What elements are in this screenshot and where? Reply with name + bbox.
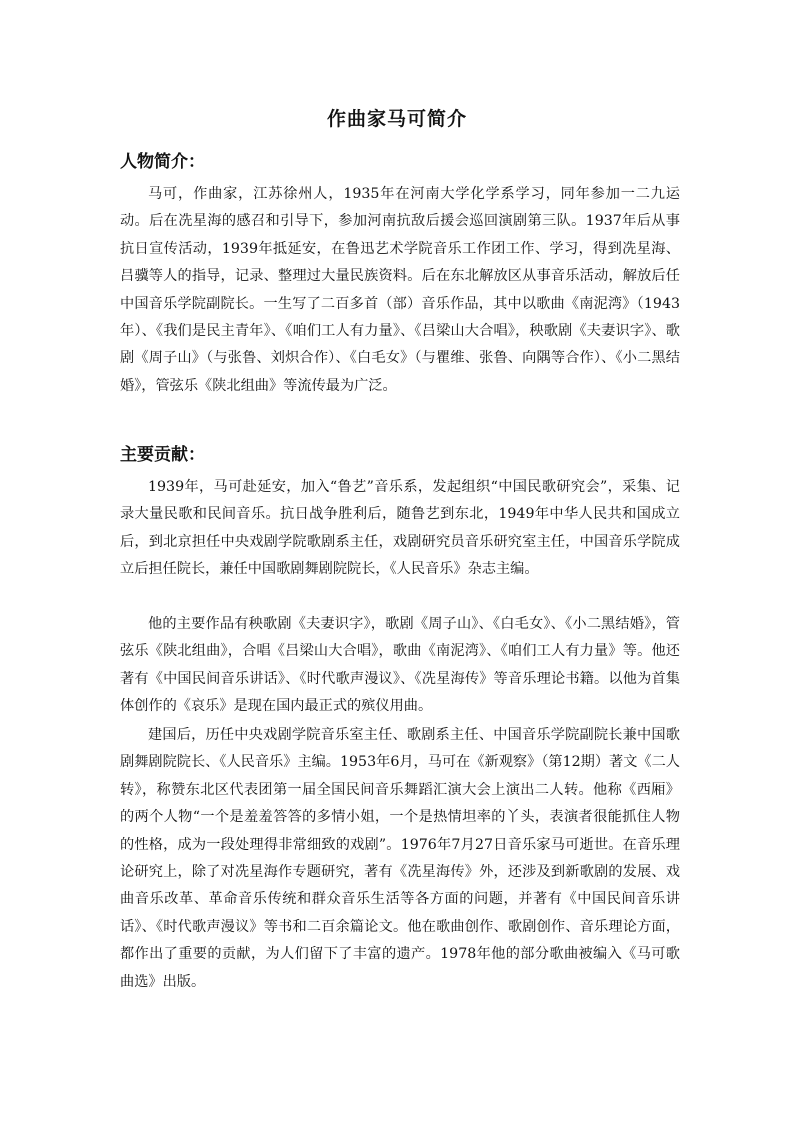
section-heading-contributions: 主要贡献： bbox=[120, 445, 205, 465]
section-heading-profile: 人物简介： bbox=[120, 152, 205, 172]
contributions-paragraph-3: 建国后，历任中央戏剧学院音乐室主任、歌剧系主任、中国音乐学院副院长兼中国歌剧舞剧院院长、《人民音乐》主编。1953年6月，马可在《新观察》（第12期）著文《二人转》，称赞东北区代表团第一届全国民间音乐舞蹈汇演大会上演出二人转。他称《西厢》的两个人物“一个是羞羞答答的多情小姐，一个是热情坦率的丫头，表演者很能抓住人物的性格，成为一段处理得非常细致的戏剧”。1976年7月27日音乐家马可逝世。在音乐理论研究上，除了对冼星海作专题研究，著有《冼星海传》外，还涉及到新歌剧的发展、戏曲音乐改革、革命音乐传统和群众音乐生活等各方面的问题，并著有《中国民间音乐讲话》、《时代歌声漫议》等书和二百余篇论文。他在歌曲创作、歌剧创作、音乐理论方面，都作出了重要的贡献，为人们留下了丰富的遗产。1978年他的部分歌曲被编入《马可歌曲选》出版。 bbox=[120, 727, 680, 990]
document-title: 作曲家马可简介 bbox=[326, 108, 467, 130]
contributions-paragraph-2: 他的主要作品有秧歌剧《夫妻识字》，歌剧《周子山》、《白毛女》、《小二黑结婚》，管弦乐《陕北组曲》，合唱《吕梁山大合唱》，歌曲《南泥湾》、《咱们工人有力量》等。他还著有《中国民间音乐讲话》、《时代歌声漫议》、《冼星海传》等音乐理论书籍。以他为首集体创作的《哀乐》是现在国内最正式的殡仪用曲。 bbox=[120, 616, 680, 715]
profile-paragraph: 马可，作曲家，江苏徐州人，1935年在河南大学化学系学习，同年参加一二九运动。后在冼星海的感召和引导下，参加河南抗敌后援会巡回演剧第三队。1937年后从事抗日宣传活动，1939年抵延安，在鲁迅艺术学院音乐工作团工作、学习，得到冼星海、吕骥等人的指导，记录、整理过大量民族资料。后在东北解放区从事音乐活动，解放后任中国音乐学院副院长。一生写了二百多首（部）音乐作品，其中以歌曲《南泥湾》（1943年）、《我们是民主青年》、《咱们工人有力量》、《吕梁山大合唱》，秧歌剧《夫妻识字》、歌剧《周子山》（与张鲁、刘炽合作）、《白毛女》（与瞿维、张鲁、向隅等合作）、《小二黑结婚》，管弦乐《陕北组曲》等流传最为广泛。 bbox=[120, 186, 680, 394]
contributions-paragraph-1: 1939年，马可赴延安，加入“鲁艺”音乐系，发起组织“中国民歌研究会”，采集、记录大量民歌和民间音乐。抗日战争胜利后，随鲁艺到东北，1949年中华人民共和国成立后，到北京担任中央戏剧学院歌剧系主任，戏剧研究员音乐研究室主任，中国音乐学院成立后担任院长，兼任中国歌剧舞剧院院长，《人民音乐》杂志主编。 bbox=[120, 479, 680, 578]
